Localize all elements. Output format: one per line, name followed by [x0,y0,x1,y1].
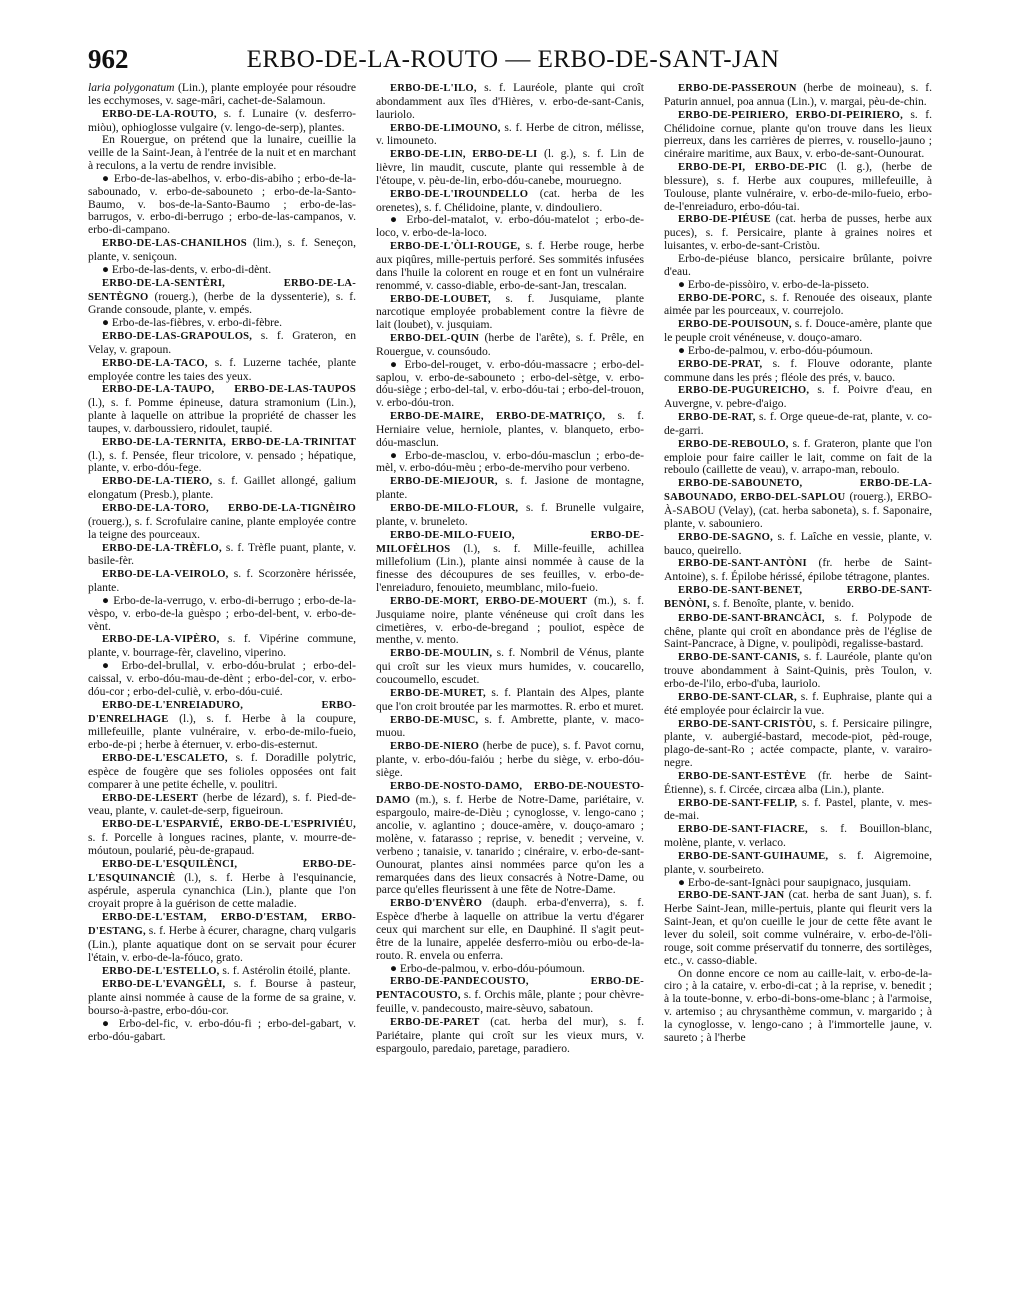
dictionary-entry [376,359,644,410]
entry-definition: s. f. Aigremoine, plante, v. sourbeireto. [664,848,932,876]
entry-definition: On donne encore ce nom au caille-lait, v. erbo-de-la-ciro ; à la cataire, v. erbo-di-cat ; à la reprise, v. benedit ; à la toute-bonne, v. erbo-di-bons-ome-blanc ; à l'armoise, v. artemiso ; au chrysanthème commun, v. margarido ; à la cynoglosse, v. lengo-cano ; à l'immortelle jaune, v. saureto ; à l'herbe [664,966,932,1044]
entry-headword: ERBO-DE-L'EVANGÈLI, [102,979,226,991]
dictionary-entry [88,1018,356,1044]
entry-definition: (herbe de moineau), s. f. Paturin annuel, poa annua (Lin.), v. margai, pèu-de-chin. [664,82,932,108]
column-middle [376,82,644,1292]
entry-definition: ● Erbo-del-matalot, v. erbo-dóu-matelot ; erbo-de-loco, v. erbo-de-la-loco. [376,213,644,240]
entry-definition: s. f. Douce-amère, plante que le peuple croit vénéneuse, v. douço-amaro. [664,317,932,345]
entry-definition: ● Erbo-del-brullal, v. erbo-dóu-brulat ; erbo-del-caissal, v. erbo-dóu-mau-de-dènt ; erbo-del-cor, v. erbo-dóu-cor ; erbo-del-culiè, v. erbo-dóu-cuié. [88,659,356,698]
dictionary-entry [376,332,644,359]
entry-lead: (Lin.), plante employée [174,82,292,94]
entry-definition: (herbe de lézard), s. f. Pied-de-veau, plante, v. caulet-de-serp, figueiroun. [88,790,356,818]
entry-headword: ERBO-DE-L'ÒLI-ROUGE, [390,241,521,253]
entry-headword: ERBO-DE-L'IROUNDELLO [390,188,529,200]
entry-headword: ERBO-DE-L'ESPARVIÉ, ERBO-DE-L'ESPRIVIÉU, [102,819,356,831]
page-number: 962 [88,44,129,74]
dictionary-entry [664,253,932,279]
page-header [88,44,938,78]
entry-definition: s. f. Brunelle vulgaire, plante, v. bruneleto. [376,501,644,528]
entry-definition: s. f. Herniaire velue, herniole, plantes, v. blanqueto, erbo-dóu-masclun. [376,409,644,449]
entry-headword: ERBO-DE-MILO-FLOUR, [390,503,519,514]
dictionary-entry [664,531,932,558]
entry-definition: ● Erbo-de-palmou, v. erbo-dóu-póumoun. [678,343,873,357]
dictionary-entry [88,134,356,173]
entry-definition: s. f. Grateron, en Velay, v. grapoun. [88,329,356,356]
dictionary-entry [664,770,932,797]
dictionary-entry [376,780,644,898]
dictionary-entry [88,502,356,542]
dictionary-entry [88,357,356,384]
dictionary-entry [88,818,356,858]
dictionary-entry [664,358,932,385]
entry-headword: ERBO-DE-LA-TRÈFLO, [102,542,222,554]
entry-definition: (l.), s. f. Pensée, fleur tricolore, v. pensado ; hépatique, plante, v. erbo-dóu-fege. [88,448,356,475]
dictionary-entry [664,584,932,612]
entry-definition: s. f. Persicaire pilingre, plante, v. aubergié-bastard, mecode-piot, pèd-rouge, plago-de-sant-Ro ; actée compacte, plante, v. varairo-negre. [664,716,932,770]
entry-headword: ERBO-DE-NOSTO-DAMO, ERBO-DE-NOUESTO-DAMO [376,780,644,806]
entry-definition: s. f. Plantain des Alpes, plante que l'on croit broutée par les marmottes. R. erbo et muret. [376,685,644,713]
entry-headword: ERBO-DE-SANT-CANIS, [678,652,801,664]
dictionary-entry [376,82,644,122]
dictionary-entry [376,975,644,1016]
dictionary-entry [664,384,932,411]
dictionary-entry [664,850,932,877]
dictionary-entry [664,477,932,530]
entry-headword: ERBO-DE-LOUBET, [390,293,491,305]
entry-definition: s. f. Gaillet allongé, galium elongatum (Presb.), plante. [88,474,356,502]
entry-headword: ERBO-DE-PI, ERBO-DE-PIC [678,162,828,174]
dictionary-entry [376,293,644,333]
entry-headword: ERBO-DE-PARET [390,1016,480,1028]
dictionary-entry [376,963,644,976]
dictionary-columns [88,82,930,1292]
entry-definition: (cat. herba de pusses, herbe aux puces), s. f. Persicaire, plante à graines noires et luisantes, v. erbo-de-sant-Cristòu. [664,212,932,253]
dictionary-entry [88,82,356,108]
entry-headword: ERBO-DE-LA-TACO, [102,357,208,369]
entry-headword: ERBO-DE-SANT-FIACRE, [678,824,808,836]
entry-headword: ERBO-DE-SANT-ESTÈVE [678,770,807,782]
dictionary-entry [88,568,356,595]
dictionary-entry [376,122,644,149]
entry-definition: ● Erbo-de-sant-Ignàci pour saupignaco, jusquiam. [678,875,912,889]
entry-headword: ERBO-DE-LIN, ERBO-DE-LI [390,149,538,161]
entry-definition: s. f. Lauréole, plante qu'on trouve abondamment à Saint-Quinis, près Toulon, v. erbo-de-l'ilo, erbo-d'uba, lauriolo. [664,650,932,690]
entry-definition: s. f. Vipérine commune, plante, v. bourrage-fèr, clavelino, viperino. [88,632,356,660]
entry-headword: ERBO-DE-SANT-CLAR, [678,691,797,703]
dictionary-entry [376,502,644,529]
entry-definition: (cat. herba de sant Juan), s. f. Herbe Saint-Jean, mille-pertuis, plante qui fleurit vers la Saint-Jean, et qu'on cueille le jour de cette fête avant le lever du soleil, soit comme vulnéraire, v. erbo-de-l'òli-rouge, soit comme préservatif du tonnerre, des sortilèges, etc., v. casso-diable. [664,888,932,967]
entry-headword: ERBO-DE-SANT-BRANCÀCI, [678,612,825,624]
dictionary-entry [376,1016,644,1056]
dictionary-entry [376,450,644,476]
entry-headword: ERBO-DE-REBOULO, [678,438,789,450]
dictionary-entry [664,651,932,691]
entry-definition: En Rouergue, on prétend que la lunaire, cueillie la veille de la Saint-Jean, à l'entrée de la nuit et en marchant à reculons, a la vertu de rendre invisible. [88,133,356,173]
entry-definition: (m.), s. f. Jusquiame noire, plante vénéneuse qui croît dans les cimetières, v. erbo-de-bregand ; pouliot, espèce de menthe, v. mento. [376,593,644,647]
entry-headword: ERBO-DE-MORT, ERBO-DE-MOUERT [390,595,588,607]
dictionary-entry [376,148,644,188]
dictionary-entry [88,660,356,699]
entry-headword: ERBO-DE-PORC, [678,292,766,304]
entry-definition: s. f. Bourse à pasteur, plante ainsi nommée à cause de la forme de sa graine, v. bourso-à-pastre, erbo-dóu-cor. [88,977,356,1018]
dictionary-entry [376,240,644,292]
entry-headword: ERBO-DE-PANDECOUSTO, ERBO-DE-PENTACOUSTO, [376,976,644,1002]
dictionary-entry [664,823,932,850]
entry-headword: ERBO-DE-POUISOUN, [678,319,792,331]
entry-definition: ● Erbo-de-las-fièbres, v. erbo-di-fèbre. [102,316,283,330]
entry-headword: ERBO-DE-L'ENREIADURO, ERBO-D'ENRELHAGE [88,699,356,725]
entry-definition: (rouerg.), s. f. Scrofulaire canine, plante employée contre la teigne des pourceaux. [88,514,356,541]
dictionary-entry [376,410,644,450]
dictionary-entry [88,792,356,819]
entry-headword: ERBO-DE-LA-TORO, ERBO-DE-LA-TIGNÈIRO [102,503,356,514]
entry-headword: ERBO-DE-SAGNO, [678,531,773,543]
entry-definition: (l. g.), s. f. Lin de lièvre, lin maudit, cuscute, plante qui ressemble à de l'étoupe, v. pèu-de-lin, erbo-dóu-canebe, mouruegno. [376,147,644,187]
entry-definition: ● Erbo-de-pissòiro, v. erbo-de-la-pisseto. [678,277,870,291]
entry-headword: ERBO-DE-L'ESQUILÈNCI, ERBO-DE-L'ESQUINANCIÈ [88,858,356,884]
entry-headword: ERBO-DE-SANT-ANTÒNI [678,558,807,570]
entry-headword: ERBO-DE-LIMOUNO, [390,122,501,134]
dictionary-entry [88,965,356,979]
dictionary-entry [88,858,356,911]
entry-definition: s. f. Herbe à écurer, charagne, charq vulgaris (Lin.), plante aquatique dont on se servait pour écurer l'étain, v. erbo-de-la-fóuco, grato. [88,924,356,964]
entry-definition: (m.), s. f. Herbe de Notre-Dame, pariétaire, v. espargoulo, maire-de-Dièu ; cynoglosse, v. lengo-cano ; ancolie, v. aglantino ; douce-amère, v. douço-amaro ; molène, v. fatarasso ; reprise, v. benedit ; verveine, v. verbeno ; tanaisie, v. tanarido ; cinéraire, v. erbo-de-sant-Ounourat, plantes ainsi nommées parce qu'on les a remarquées dans des lieux consacrés à Notre-Dame, ou parce qu'elles fleurissent à une fête de Notre-Dame. [376,792,644,897]
entry-definition: s. f. Lunaire (v. desferro-miòu), ophioglosse vulgaire (v. lengo-de-serp), plantes. [88,106,356,134]
entry-definition: (lim.), s. f. Seneçon, plante, v. seniçoun. [88,236,356,263]
entry-definition: (rouerg.), (herbe de la dyssenterie), s. f. Grande consoude, plante, v. empés. [88,289,356,317]
entry-headword: ERBO-DE-PRAT, [678,358,763,370]
entry-headword: ERBO-DE-LA-VEIROLO, [102,569,229,581]
dictionary-entry [664,968,932,1045]
dictionary-entry [88,436,356,476]
dictionary-entry [88,595,356,634]
entry-definition: s. f. Bouillon-blanc, molène, plante, v. verlaco. [664,822,932,850]
dictionary-entry [376,714,644,741]
entry-definition: s. f. Lauréole, plante qui croît abondamment aux îles d'Hières, v. erbo-de-sant-Canis, lauriolo. [376,82,644,121]
entry-definition: s. f. Jusquiame, plante narcotique employée probablement contre la fièvre de lait (loubet), v. jusquiam. [376,291,644,332]
entry-definition: ● Erbo-del-rouget, v. erbo-dóu-massacre ; erbo-del-saplou, v. erbo-de-sabouneto ; erbo-del-sètge, v. erbo-dóu-siège ; erbo-del-tal, v. erbo-dóu-tai ; erbo-del-trouon, v. erbo-dóu-tron. [376,357,644,410]
entry-headword: ERBO-DE-PUGUREICHO, [678,385,810,397]
entry-headword: ERBO-DE-LAS-CHANILHOS [102,238,247,250]
entry-definition: (dauph. erba-d'enverra), s. f. Espèce d'herbe à laquelle on attribue la vertu d'égarer ceux qui marchent sur elle, en Dauphiné. Il s'agit peut-être de la lunaire, appelée desferro-miòu ou erbo-de-la-routo. R. envela ou enferra. [376,896,644,962]
dictionary-entry [664,718,932,770]
entry-definition: (l.), s. f. Herbe à la coupure, millefeuille, plante vulnéraire, v. erbo-de-milo-fueio, erbo-de-pi ; herbe à éternuer, v. erbo-dis-esternut. [88,711,356,752]
entry-headword: ERBO-DE-MAIRE, ERBO-DE-MATRIÇO, [390,411,606,423]
running-head: ERBO-DE-LA-ROUTO — ERBO-DE-SANT-JAN [246,46,780,73]
entry-headword: ERBO-DE-SANT-CRISTÒU, [678,718,816,730]
entry-headword: ERBO-DE-LAS-GRAPOULOS, [102,331,253,343]
dictionary-entry [88,475,356,502]
dictionary-entry [88,978,356,1018]
dictionary-entry [88,699,356,752]
entry-definition: (fr. herbe de Saint-Étienne), s. f. Circée, circæa alba (Lin.), plante. [664,768,932,796]
dictionary-entry [88,108,356,135]
entry-headword: ERBO-DE-RAT, [678,412,756,424]
entry-definition: s. f. Doradille polytric, espèce de fougère que ses folioles opposées ont fait comparer à une petite échelle, v. poulitri. [88,751,356,791]
entry-definition: Erbo-de-piéuse blanco, persicaire brûlante, poivre d'eau. [664,251,932,278]
dictionary-entry [376,214,644,240]
entry-definition: ● Erbo-de-la-verrugo, v. erbo-di-berrugo ; erbo-de-la-vèspo, v. erbo-de-la guèspo ; erbo-del-bent, v. erbo-de-vènt. [88,593,356,633]
entry-headword: ERBO-DE-SABOUNETO, ERBO-DE-LA-SABOUNADO, ERBO-DEL-SAPLOU [664,478,932,504]
entry-definition: s. f. Benoîte, plante, v. benido. [709,596,854,610]
entry-definition: s. f. Grateron, plante que l'on emploie pour faire cailler le lait, comme on fait de la reboulo (caillette de veau), v. arrapo-man, reboulo. [664,436,932,477]
entry-definition: s. f. Orchis mâle, plante ; pour chèvre-feuille, v. pandecousto, maire-sèuvo, sabatoun. [376,988,644,1016]
dictionary-entry [664,82,932,109]
dictionary-entry [376,529,644,595]
entry-headword: ERBO-D'ENVÈRO [390,898,483,910]
entry-italic-start: laria polygonatum [88,82,175,94]
dictionary-entry [664,612,932,652]
dictionary-entry [376,595,644,647]
entry-definition: (cat. herba de les orenetes), s. f. Chélidoine, plante, v. dindouliero. [376,186,644,214]
entry-headword: ERBO-DE-L'ILO, [390,83,477,94]
dictionary-entry [664,411,932,438]
entry-definition: (l. g.), (herbe de blessure), s. f. Herbe aux coupures, millefeuille, à Toulouse, plante vulnéraire, v. erbo-de-milo-fueio, erbo-de-l'enreiaduro, erbo-dóu-tai. [664,160,932,213]
dictionary-entry [376,475,644,502]
dictionary-entry [664,691,932,718]
dictionary-entry [376,188,644,215]
entry-headword: ERBO-DE-PIÉUSE [678,214,771,226]
entry-headword: ERBO-DE-SANT-JAN [678,890,785,902]
entry-definition: ● Erbo-de-las-dents, v. erbo-di-dènt. [102,262,272,276]
entry-definition: s. f. Astérolin étoilé, plante. [219,963,351,977]
entry-definition: (l.), s. f. Herbe à l'esquinancie, aspérule, asperula cynanchica (Lin.), plante que l'on croyait propre à la guérison de cette maladie. [88,870,356,911]
entry-definition: s. f. Poivre d'eau, en Auvergne, v. pebre-d'aigo. [664,383,932,411]
entry-headword: ERBO-DE-MUSC, [390,714,479,726]
entry-definition: s. f. Herbe de citron, mélisse, v. limouneto. [376,120,644,148]
entry-headword: ERBO-DE-LA-VIPÈRO, [102,634,220,646]
dictionary-entry [88,542,356,569]
entry-definition: s. f. Euphraise, plante qui a été employée pour éclaircir la vue. [664,689,932,717]
dictionary-entry [664,213,932,253]
entry-headword: ERBO-DE-LA-TAUPO, ERBO-DE-LAS-TAUPOS [102,384,356,396]
entry-definition: s. f. Scorzonère hérissée, plante. [88,567,356,595]
dictionary-entry [664,889,932,967]
entry-definition: s. f. Orge queue-de-rat, plante, v. co-de-garri. [664,410,932,437]
entry-definition: s. f. Nombril de Vénus, plante qui croît sur les vieux murs humides, v. coucarello, coucoumello, escudet. [376,646,644,686]
dictionary-entry [664,438,932,478]
column-right [664,82,932,1292]
entry-definition: s. f. Jasione de montagne, plante. [376,474,644,502]
entry-definition: s. f. Pastel, plante, v. mes-de-mai. [664,795,932,823]
entry-headword: ERBO-DE-MILO-FUEIO, ERBO-DE-MILOFÈLHOS [376,529,644,555]
entry-definition: s. f. Trèfle puant, plante, v. basile-fèr. [88,540,356,568]
entry-definition: s. f. Laîche en vessie, plante, v. bauco, queirello. [664,529,932,557]
dictionary-entry [664,161,932,213]
entry-definition: (herbe de l'arête), s. f. Prêle, en Rouergue, v. counsóudo. [376,331,644,358]
entry-headword: ERBO-DE-PASSEROUN [678,83,797,94]
entry-headword: ERBO-DE-LA-ROUTO, [102,108,217,120]
entry-headword: ERBO-DE-LA-TERNITA, ERBO-DE-LA-TRINITAT [102,436,356,448]
entry-headword: ERBO-DE-PEIRIERO, ERBO-DI-PEIRIERO, [678,109,903,121]
entry-definition: s. f. Polypode de chêne, plante qui croît en abondance près de l'église de Saint-Pancrace, à Digne, v. poulipòdi, regalisse-bastard. [664,610,932,651]
entry-definition: (cat. herba del mur), s. f. Pariétaire, plante qui croît sur les vieux murs, v. espargoulo, paredaio, paretage, paradiero. [376,1014,644,1055]
entry-headword: ERBO-DE-LA-TIERO, [102,476,213,488]
entry-definition: (l.), s. f. Mille-feuille, achillea millefolium (Lin.), plante ainsi nommée à cause de la finesse des découpures de ses feuilles, v. erbo-de-l'enreiaduro, fenouieto, meumblanc, milo-fueio. [376,541,644,595]
dictionary-entry [88,383,356,435]
dictionary-entry [88,277,356,318]
dictionary-entry [88,237,356,264]
entry-headword: ERBO-DE-L'ESTAM, ERBO-D'ESTAM, ERBO-D'ESTANG, [88,912,356,937]
entry-headword: ERBO-DE-MURET, [390,687,486,699]
dictionary-entry [88,752,356,792]
entry-headword: ERBO-DE-LESERT [102,792,199,804]
entry-definition: (l.), s. f. Pomme épineuse, datura stramonium (Lin.), plante à laquelle on attribue la propriété de chasser les taupes, v. darboussiero, ridoulet, taupié. [88,396,356,435]
entry-headword: ERBO-DEL-QUIN [390,333,480,345]
dictionary-entry [664,109,932,161]
entry-headword: ERBO-DE-LA-SENTÈRI, ERBO-DE-LA-SENTÈGNO [88,277,356,303]
entry-headword: ERBO-DE-SANT-GUIHAUME, [678,850,829,862]
entry-definition: s. f. Flouve odorante, plante commune dans les prés ; fléole des prés, v. bauco. [664,356,932,384]
entry-headword: ERBO-DE-NIERO [390,741,480,753]
entry-definition: (rouerg.), ERBO-À-SABOU (Velay), (cat. herba saboneta), s. f. Saponaire, plante, v. sabouniero. [664,490,932,530]
dictionary-entry [664,318,932,345]
entry-definition: (herbe de puce), s. f. Pavot cornu, plante, v. erbo-dóu-faióu ; herbe du siège, v. erbo-dóu-siège. [376,739,644,779]
entry-definition: ● Erbo-de-masclou, v. erbo-dóu-masclun ; erbo-de-mèl, v. erbo-dóu-mèu ; erbo-de-merviho pour verbeno. [376,448,644,475]
dictionary-entry [664,557,932,584]
column-left [88,82,356,1292]
entry-headword: ERBO-DE-L'ESTELLO, [102,965,220,977]
entry-headword: ERBO-DE-SANT-FELIP, [678,797,798,809]
entry-definition: s. f. Renouée des oiseaux, plante aimée par les pourceaux, v. courrejolo. [664,290,932,318]
entry-definition: ● Erbo-de-las-abelhos, v. erbo-dis-abiho ; erbo-de-la-sabounado, v. erbo-de-sabouneto ; erbo-de-la-Santo-Baumo, v. bos-de-la-Santo-Baumo ; erbo-de-las-barrugos, v. erbo-di-berrugo ; erbo-de-las-campanos, v. erbo-di-campano. [88,171,356,237]
entry-definition: s. f. Ambrette, plante, v. maco-muou. [376,712,644,740]
dictionary-entry [88,330,356,357]
entry-tail: pour résoudre les ecchymoses, v. sage-mâri, cachet-de-Salamoun. [88,82,356,107]
dictionary-entry [88,633,356,660]
entry-definition: s. f. Herbe rouge, herbe aux piqûres, mille-pertuis perforé. Ses sommités infusées dans l'huile la colorent en rouge et en font un vulnéraire renommé, v. casso-diable, erbo-de-sant-Jan, trescalan. [376,239,644,292]
entry-headword: ERBO-DE-MIEJOUR, [390,476,498,488]
entry-definition: s. f. Luzerne tachée, plante employée contre les taies des yeux. [88,355,356,383]
dictionary-entry [664,797,932,824]
entry-definition: ● Erbo-de-palmou, v. erbo-dóu-póumoun. [390,961,585,975]
dictionary-entry [376,740,644,780]
entry-headword: ERBO-DE-L'ESCALETO, [102,753,228,765]
dictionary-entry [88,911,356,964]
entry-headword: ERBO-DE-MOULIN, [390,648,493,660]
entry-definition: ● Erbo-del-fic, v. erbo-dóu-fi ; erbo-del-gabart, v. erbo-dóu-gabart. [88,1016,356,1043]
dictionary-entry [88,264,356,277]
dictionary-entry [664,292,932,319]
entry-definition: s. f. Chélidoine cornue, plante qu'on trouve dans les lieux pierreux, dans les carrières de pierres, v. rousello-jauno ; cinéraire maritime, aux Baux, v. erbo-de-sant-Ounourat. [664,107,932,161]
entry-headword: ERBO-DE-SANT-BENET, ERBO-DE-SANT-BENÒNI, [664,585,932,610]
dictionary-entry [88,173,356,237]
dictionary-entry [376,647,644,687]
entry-definition: s. f. Porcelle à longues racines, plante, v. mourre-de-móutoun, poularié, pèu-de-grapaud. [88,831,356,857]
dictionary-entry [376,687,644,714]
entry-definition: (fr. herbe de Saint-Antoine), s. f. Épilobe hérissé, épilobe tétragone, plantes. [664,556,932,584]
dictionary-entry [376,897,644,962]
